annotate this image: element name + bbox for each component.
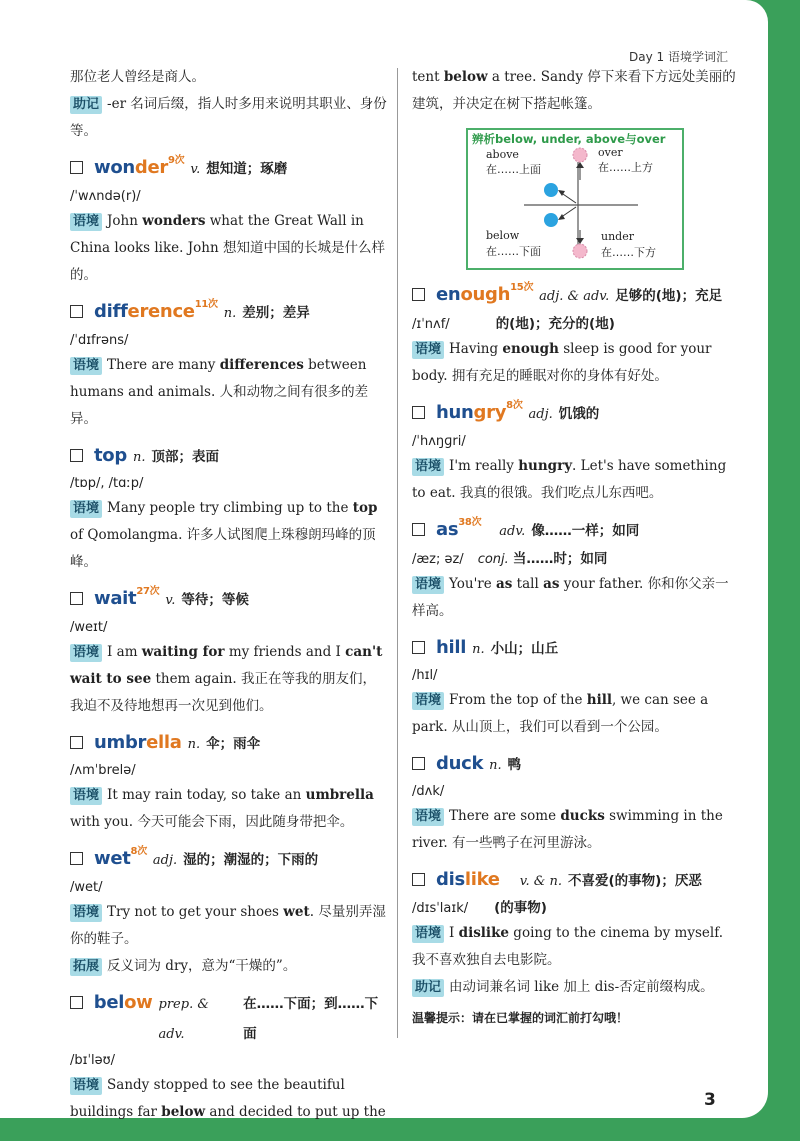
memory-tag: 助记 [70, 96, 102, 114]
label-over-cn: 在……上方 [598, 161, 653, 174]
entry-dislike [412, 865, 738, 1001]
phonetic: /tɒp/, /tɑːp/ [70, 476, 144, 491]
extension-note: 拓展 反义词为 dry，意为“干燥的”。 [70, 953, 388, 980]
meaning: 不喜爱(的事物)；厌恶 [568, 873, 702, 889]
entry-wait [70, 584, 388, 720]
example: 语境 Many people try climbing up to the top of Qomolangma. 许多人试图爬上珠穆朗玛峰的顶峰。 [70, 500, 378, 570]
label-below-cn: 在……下面 [486, 245, 541, 258]
meaning: 顶部；表面 [151, 449, 219, 465]
meaning: 鸭 [507, 757, 522, 773]
example: 语境 Sandy stopped to see the beautiful buildings far below and decided to put up the [70, 1077, 386, 1120]
page-header: Day 1 语境学词汇 [629, 50, 728, 64]
headword: hill [436, 637, 467, 658]
phonetic: /ˈdɪfrəns/ [70, 333, 129, 348]
headword: $as^{38次}$ [436, 517, 482, 540]
example: 语境 There are many differences between humans and animals. 人和动物之间有很多的差异。 [70, 357, 369, 427]
checkbox[interactable] [70, 592, 83, 605]
continued-text: tent below a tree. Sandy 停下来看下方远处美丽的建筑，并决定在树下搭起帐篷。 [412, 69, 736, 112]
frequency-count: 8次 [506, 400, 523, 411]
entry-umbrella [70, 728, 388, 836]
part-of-speech: adj. [528, 407, 553, 422]
entry-hungry [412, 398, 738, 507]
phonetic: /ʌmˈbrelə/ [70, 763, 136, 778]
phonetic: /bɪˈləʊ/ [70, 1053, 116, 1068]
checkbox[interactable] [412, 288, 425, 301]
diagram-graphic [468, 130, 682, 268]
entry-below [70, 988, 388, 1126]
part-of-speech: n. [489, 758, 502, 773]
column-divider [397, 68, 398, 1038]
frequency-count: 15次 [510, 282, 534, 293]
meaning: 差别；差异 [242, 305, 310, 321]
phonetic: /ɪˈnʌf/ 的(地)；充分的(地) [412, 316, 615, 332]
checkbox[interactable] [70, 305, 83, 318]
phonetic: /dʌk/ [412, 784, 445, 799]
left-column [70, 64, 388, 1126]
entry-enough [412, 280, 738, 390]
entry-difference [70, 297, 388, 433]
example: 语境 It may rain today, so take an umbrella with you. 今天可能会下雨，因此随身带把伞。 [70, 787, 374, 830]
meaning: 小山；山丘 [490, 641, 559, 657]
part-of-speech: n. [187, 737, 201, 752]
phonetic: /æz; əz/ conj. 当……时；如同 [412, 551, 608, 567]
checkbox[interactable] [70, 449, 83, 462]
headword: dislike [436, 869, 500, 890]
entry-top [70, 441, 388, 576]
meaning-continued: (的事物) [494, 900, 547, 916]
checkbox[interactable] [412, 641, 425, 654]
frequency-count: 8次 [130, 846, 147, 857]
example: 语境 I am waiting for my friends and I can't wait to see them again. 我正在等我的朋友们，我迫不及待地想再一次见到他们。 [70, 644, 383, 714]
memory-note: 助记 -er 名词后缀，指人时多用来说明其职业、身份等。 [70, 96, 387, 139]
checkbox[interactable] [412, 523, 425, 536]
headword: umbrella [94, 732, 182, 753]
headword: duck [436, 753, 484, 774]
headword: difference$^{11次}$ [94, 299, 218, 322]
part-of-speech: n. [472, 642, 485, 657]
phonetic: /ˈhʌŋɡri/ [412, 434, 466, 449]
checkbox[interactable] [70, 996, 83, 1009]
memory-note: 助记 由动词兼名词 like 加上 dis-否定前缀构成。 [412, 974, 738, 1001]
frequency-count: 9次 [168, 155, 185, 166]
checkbox[interactable] [412, 406, 425, 419]
phonetic: /wet/ [70, 880, 103, 895]
label-above-cn: 在……上面 [486, 163, 541, 176]
label-under-cn: 在……下方 [601, 246, 656, 259]
example: 语境 From the top of the hill, we can see a park. 从山顶上，我们可以看到一个公园。 [412, 692, 709, 735]
entry-as [412, 515, 738, 625]
meaning: 像……一样；如同 [531, 523, 640, 539]
continued-text: 那位老人曾经是商人。 [70, 69, 205, 85]
part-of-speech: adj. & adv. [539, 289, 610, 304]
meaning: 足够的(地)；充足 [615, 288, 723, 304]
entry-wet [70, 844, 388, 980]
headword: wet$^{8次}$ [94, 846, 147, 869]
headword: below [93, 992, 153, 1013]
label-over: over [598, 146, 623, 159]
checkbox[interactable] [412, 757, 425, 770]
entry-wonder [70, 153, 388, 289]
phonetic: /dɪsˈlaɪk/ (的事物) [412, 900, 547, 916]
entry-duck [412, 749, 738, 857]
phonetic: /ˈwʌndə(r)/ [70, 189, 141, 204]
right-column [412, 64, 738, 1032]
meaning: 在……下面；到……下面 [243, 996, 379, 1042]
meaning: 伞；雨伞 [206, 736, 261, 752]
label-under: under [601, 230, 634, 243]
checkbox[interactable] [70, 161, 83, 174]
page-number: 3 [704, 1090, 716, 1110]
label-below: below [486, 229, 520, 242]
meaning: 饥饿的 [558, 406, 600, 422]
headword: enough$^{15次}$ [436, 282, 534, 305]
meaning: 湿的；潮湿的；下雨的 [183, 852, 319, 868]
meaning: 等待；等候 [181, 592, 249, 608]
example: 语境 Having enough sleep is good for your body. 拥有充足的睡眠对你的身体有好处。 [412, 341, 712, 384]
headword: wait$^{27次}$ [94, 586, 160, 609]
example: 语境 Try not to get your shoes wet. 尽量别弄湿你的鞋子。 [70, 904, 386, 947]
frequency-count: 38次 [458, 517, 482, 528]
headword: top [94, 445, 127, 466]
part-of-speech: v. [165, 593, 176, 608]
example: 语境 John wonders what the Great Wall in China looks like. John 想知道中国的长城是什么样的。 [70, 213, 385, 283]
part-of-speech: n. [132, 450, 146, 465]
phonetic: /hɪl/ [412, 668, 438, 683]
entry-hill [412, 633, 738, 741]
example: 语境 I'm really hungry. Let's have something to eat. 我真的很饿。我们吃点儿东西吧。 [412, 458, 727, 501]
part-of-speech: v. & n. [519, 874, 562, 889]
meaning-continued: 的(地)；充分的(地) [495, 316, 615, 332]
checkbox[interactable] [70, 736, 83, 749]
checkbox[interactable] [412, 873, 425, 886]
preposition-diagram [466, 128, 684, 270]
checkbox[interactable] [70, 852, 83, 865]
part-of-speech: n. [223, 306, 237, 321]
example: 语境 I dislike going to the cinema by myself. 我不喜欢独自去电影院。 [412, 925, 723, 968]
tip-text: 温馨提示：请在已掌握的词汇前打勾哦！ [412, 1011, 629, 1025]
part-of-speech: adv. [499, 524, 526, 539]
headword: hungry$^{8次}$ [436, 400, 523, 423]
label-above: above [486, 148, 519, 161]
frequency-count: 11次 [194, 299, 218, 310]
meaning: 想知道；琢磨 [206, 161, 288, 177]
example: 语境 There are some ducks swimming in the river. 有一些鸭子在河里游泳。 [412, 808, 723, 851]
phonetic: /weɪt/ [70, 620, 108, 635]
frequency-count: 27次 [136, 586, 160, 597]
example: 语境 You're as tall as your father. 你和你父亲一样高。 [412, 576, 729, 619]
part-of-speech: v. [190, 162, 201, 177]
part-of-speech: prep. & adv. [158, 997, 209, 1042]
part-of-speech: adj. [152, 853, 178, 868]
headword: wonder$^{9次}$ [94, 155, 185, 178]
diagram-title: 辨析below, under, above与over [472, 132, 666, 146]
